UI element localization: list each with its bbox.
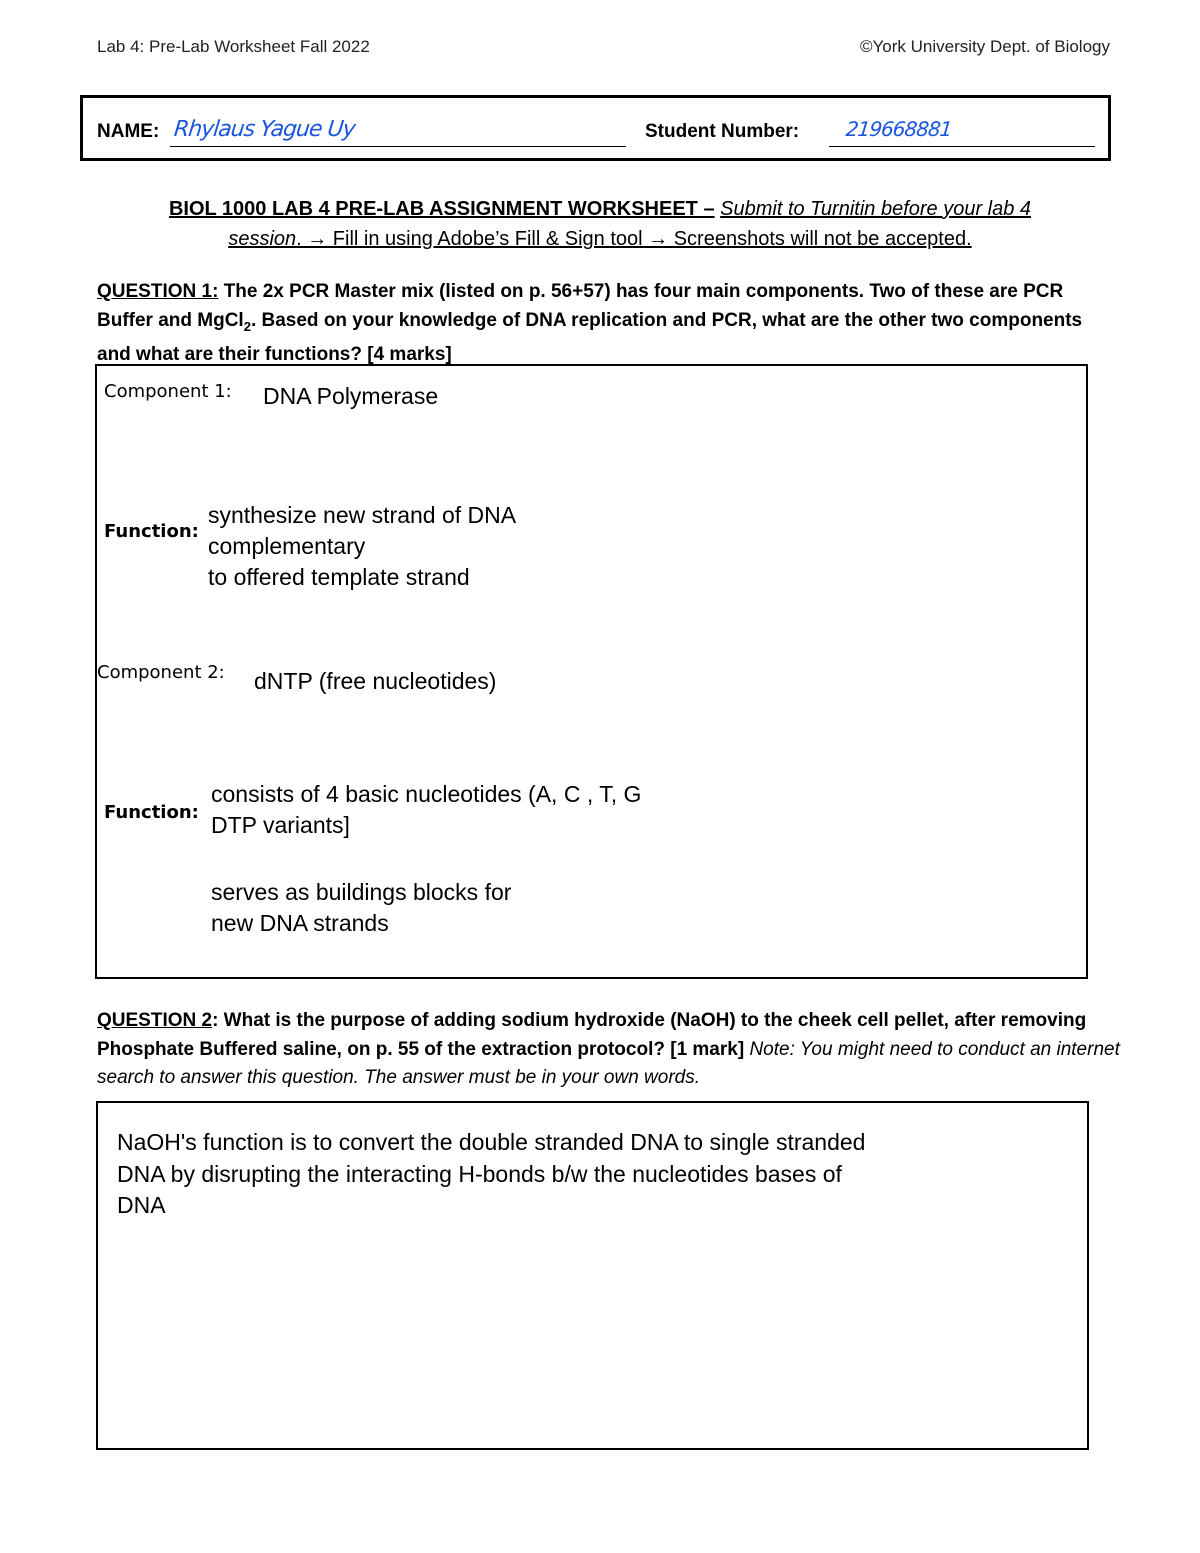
question-2-answer-line: DNA bbox=[117, 1192, 166, 1218]
worksheet-instruction-session: session bbox=[228, 228, 297, 250]
student-number-label: Student Number: bbox=[645, 121, 800, 142]
question-1-label: QUESTION 1: bbox=[97, 281, 219, 302]
function-1-line: to offered template strand bbox=[208, 564, 470, 590]
question-1-text-part1: The 2x PCR Master mix (listed on p. 56+57) has four main components. Two of these are PCR Buffer and MgCl bbox=[97, 281, 1064, 331]
question-1 bbox=[97, 278, 1117, 369]
component-1-value: DNA Polymerase bbox=[263, 383, 439, 409]
question-2-label: QUESTION 2 bbox=[97, 1010, 213, 1031]
function-2-extra-line: new DNA strands bbox=[211, 910, 389, 936]
page-header-right: ©York University Dept. of Biology bbox=[859, 37, 1110, 56]
page-header-left: Lab 4: Pre-Lab Worksheet Fall 2022 bbox=[97, 37, 370, 56]
function-2-extra-line: serves as buildings blocks for bbox=[211, 879, 512, 905]
question-1-subscript: 2 bbox=[243, 318, 251, 334]
worksheet-title-line1 bbox=[0, 198, 1200, 221]
question-2 bbox=[97, 1007, 1122, 1093]
question-2-answer-line: NaOH's function is to convert the double stranded DNA to single stranded bbox=[117, 1129, 866, 1155]
question-2-answer-line: DNA by disrupting the interacting H-bonds b/w the nucleotides bases of bbox=[117, 1160, 842, 1187]
student-number-value: 219668881 bbox=[844, 117, 953, 141]
function-2-text bbox=[211, 779, 641, 841]
name-value: Rhylaus Yague Uy bbox=[172, 117, 357, 142]
function-2-line: DTP variants] bbox=[211, 812, 350, 838]
function-1-line: complementary bbox=[208, 533, 366, 559]
component-1-label: Component 1: bbox=[104, 381, 232, 402]
worksheet-instruction: Submit to Turnitin before your lab 4 bbox=[720, 198, 1032, 220]
question-2-note: Note: You might need to conduct an internet search to answer this question. The answer must be in your own words. bbox=[97, 1038, 1120, 1088]
worksheet-title-line2 bbox=[0, 228, 1200, 251]
function-1-label: Function: bbox=[104, 521, 199, 542]
function-1-line: synthesize new strand of DNA bbox=[208, 502, 517, 528]
question-2-answer bbox=[117, 1127, 865, 1222]
name-label: NAME: bbox=[97, 121, 160, 142]
function-2-label: Function: bbox=[104, 802, 199, 823]
function-2-line: consists of 4 basic nucleotides (A, C , T, G bbox=[211, 781, 642, 807]
function-2-extra-text bbox=[211, 877, 511, 939]
component-2-value: dNTP (free nucleotides) bbox=[254, 668, 497, 694]
question-1-text-part2: . Based on your knowledge of DNA replication and PCR, what are the other two components and what are their functions? [4 marks] bbox=[97, 309, 1083, 365]
worksheet-title: BIOL 1000 LAB 4 PRE-LAB ASSIGNMENT WORKSHEET – bbox=[168, 198, 715, 220]
component-2-label: Component 2: bbox=[97, 662, 225, 683]
worksheet-instruction-rest: . → Fill in using Adobe’s Fill & Sign tool → Screenshots will not be accepted. bbox=[296, 228, 972, 250]
question-2-text: : What is the purpose of adding sodium hydroxide (NaOH) to the cheek cell pellet, after removing Phosphate Buffered saline, on p. 55 of the extraction protocol? [1 mark] bbox=[97, 1010, 1087, 1060]
function-1-text bbox=[208, 500, 516, 593]
